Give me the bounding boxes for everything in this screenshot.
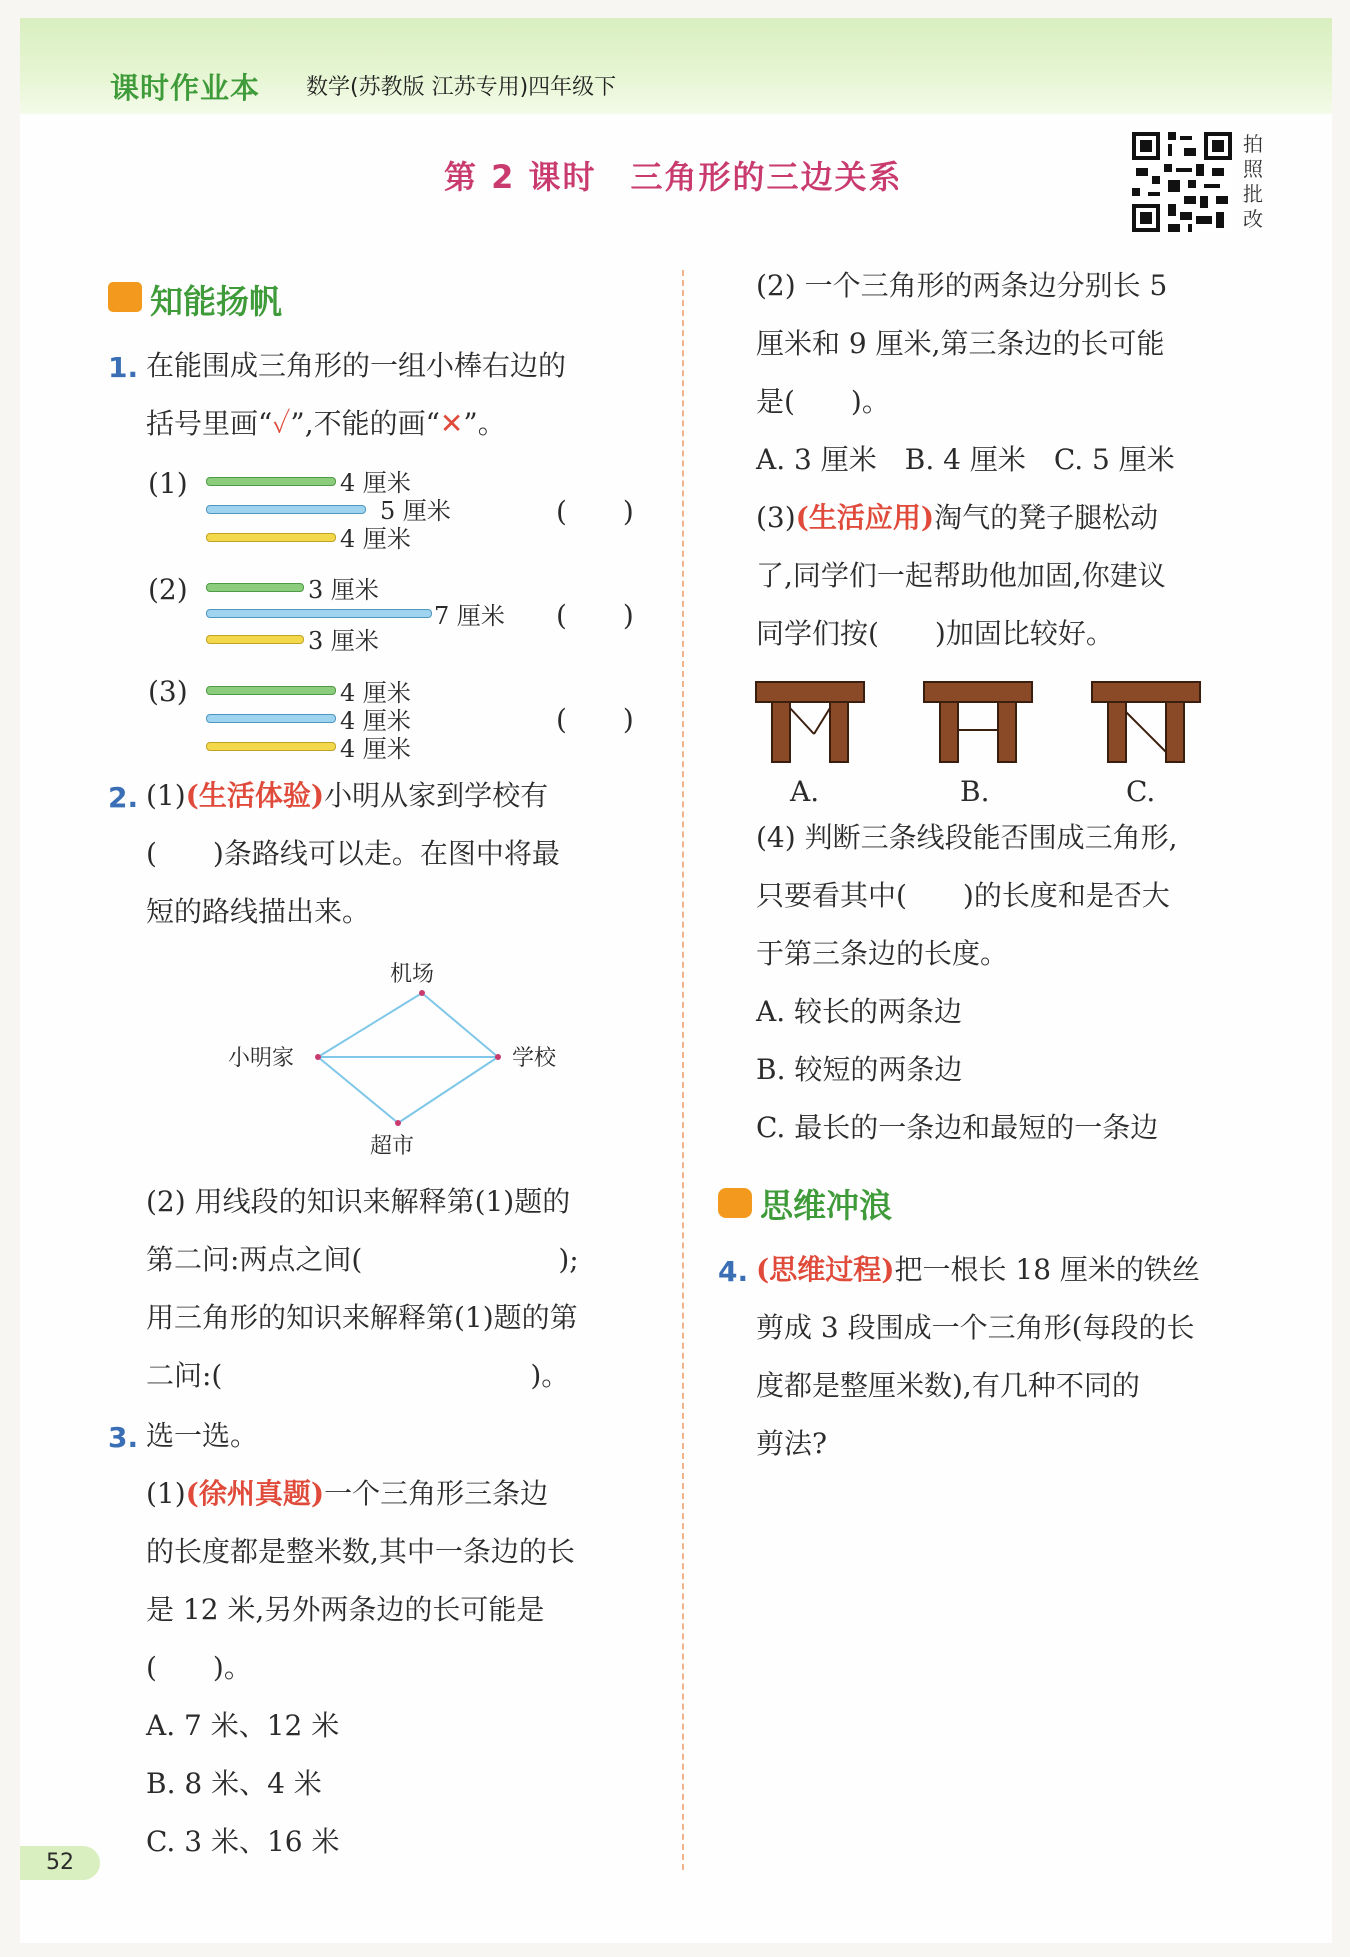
- column-divider: [682, 270, 684, 1870]
- book-title: 数学(苏教版 江苏专用)四年级下: [306, 75, 617, 100]
- map-label-home: 小明家: [228, 1046, 295, 1071]
- q3-p2-line1: (2) 一个三角形的两条边分别长 5: [756, 269, 1168, 302]
- answer-parentheses[interactable]: ( ): [556, 599, 634, 632]
- section-title-2: 思维冲浪: [760, 1186, 892, 1225]
- q2-p1-line3: 短的路线描出来。: [146, 895, 371, 928]
- section-icon: [718, 1188, 752, 1218]
- map-point-market: [395, 1120, 401, 1126]
- stool-c-label: C.: [1126, 775, 1156, 808]
- q3-p1-line4: ( )。: [146, 1651, 252, 1684]
- q2-p1-text: 小明从家到学校有: [324, 779, 549, 812]
- q3-p1-line2: 的长度都是整米数,其中一条边的长: [146, 1535, 575, 1568]
- q1-number: 1.: [108, 351, 139, 384]
- q2-p2-line4: 二问:( )。: [146, 1359, 570, 1392]
- q3-p4-line3: 于第三条边的长度。: [756, 937, 1009, 970]
- stick-blue: [206, 609, 432, 618]
- q1-text-c: ”。: [463, 407, 506, 440]
- q2-number: 2.: [108, 781, 139, 814]
- q4-line3: 度都是整厘米数),有几种不同的: [756, 1369, 1140, 1402]
- q4-line1: [756, 1250, 1200, 1290]
- check-mark-icon: ✓: [272, 407, 291, 440]
- qr-code-icon[interactable]: [1132, 132, 1232, 232]
- option-c[interactable]: C. 最长的一条边和最短的一条边: [756, 1111, 1159, 1144]
- q3-p3-line2: 了,同学们一起帮助他加固,你建议: [756, 559, 1166, 592]
- stool-b-label: B.: [960, 775, 990, 808]
- qr-label: 拍照批改: [1243, 132, 1263, 231]
- tag-life-experience: (生活体验): [185, 779, 325, 812]
- stick-length: 3 厘米: [308, 576, 379, 604]
- stool-b-icon[interactable]: [922, 680, 1034, 764]
- section-title-1: 知能扬帆: [150, 282, 282, 321]
- q1-text-line2: [146, 404, 506, 444]
- stick-green: [206, 583, 304, 592]
- q1-text-a: 括号里画“: [146, 407, 273, 440]
- map-label-airport: 机场: [390, 962, 435, 987]
- map-label-school: 学校: [512, 1046, 557, 1071]
- stick-yellow: [206, 533, 336, 542]
- option-b[interactable]: B. 较短的两条边: [756, 1053, 963, 1086]
- stick-length: 5 厘米: [380, 497, 451, 525]
- lesson-title: 第 2 课时 三角形的三边关系: [444, 158, 903, 196]
- q4-number: 4.: [718, 1255, 749, 1288]
- tag-thinking-process: (思维过程): [756, 1253, 895, 1286]
- q2-p1-line1: [146, 776, 548, 816]
- q3-p3-line3: 同学们按( )加固比较好。: [756, 617, 1114, 650]
- page-number: 52: [20, 1846, 100, 1880]
- q3-p3-line1: [756, 498, 1158, 538]
- stick-length: 4 厘米: [340, 707, 411, 735]
- stick-length: 4 厘米: [340, 735, 411, 763]
- q1-group-label: (1): [148, 467, 188, 500]
- stick-yellow: [206, 742, 336, 751]
- stick-length: 7 厘米: [434, 602, 505, 630]
- cross-mark-icon: ✕: [439, 407, 464, 440]
- q2-p2-line3: 用三角形的知识来解释第(1)题的第: [146, 1301, 578, 1334]
- stick-green: [206, 477, 336, 486]
- q3-p1-line1: [146, 1474, 548, 1514]
- stick-green: [206, 686, 336, 695]
- stick-blue: [206, 714, 336, 723]
- q4-text: 把一根长 18 厘米的铁丝: [894, 1253, 1200, 1286]
- q4-line4: 剪法?: [756, 1427, 828, 1460]
- stick-blue: [206, 505, 366, 514]
- option-a[interactable]: A. 较长的两条边: [756, 995, 963, 1028]
- q2-p1-line2: ( )条路线可以走。在图中将最: [146, 837, 560, 870]
- answer-parentheses[interactable]: ( ): [556, 495, 634, 528]
- q3-p2-options[interactable]: A. 3 厘米 B. 4 厘米 C. 5 厘米: [756, 443, 1175, 476]
- q3-p1-label: (1): [146, 1477, 186, 1510]
- answer-parentheses[interactable]: ( ): [556, 703, 634, 736]
- q3-title: 选一选。: [146, 1419, 259, 1452]
- q2-p2-line2: 第二问:两点之间( );: [146, 1243, 579, 1276]
- q1-text-b: ”,不能的画“: [290, 407, 440, 440]
- q3-p4-line2: 只要看其中( )的长度和是否大: [756, 879, 1170, 912]
- map-point-home: [315, 1054, 321, 1060]
- section-icon: [108, 282, 142, 312]
- q4-line2: 剪成 3 段围成一个三角形(每段的长: [756, 1311, 1195, 1344]
- stool-c-icon[interactable]: [1090, 680, 1202, 764]
- brand-title: 课时作业本: [110, 71, 261, 105]
- option-b[interactable]: B. 8 米、4 米: [146, 1767, 322, 1800]
- tag-xuzhou-exam: (徐州真题): [185, 1477, 325, 1510]
- option-a[interactable]: A. 7 米、12 米: [146, 1709, 340, 1742]
- q3-p3-label: (3): [756, 501, 796, 534]
- q3-p3-text: 淘气的凳子腿松动: [934, 501, 1159, 534]
- q2-p2-line1: (2) 用线段的知识来解释第(1)题的: [146, 1185, 571, 1218]
- q3-p2-line2: 厘米和 9 厘米,第三条边的长可能: [756, 327, 1165, 360]
- q3-p4-line1: (4) 判断三条线段能否围成三角形,: [756, 821, 1178, 854]
- stick-length: 4 厘米: [340, 469, 411, 497]
- tag-life-application: (生活应用): [795, 501, 935, 534]
- stick-yellow: [206, 635, 304, 644]
- q1-group-label: (2): [148, 573, 188, 606]
- q1-group-label: (3): [148, 675, 188, 708]
- option-c[interactable]: C. 3 米、16 米: [146, 1825, 340, 1858]
- q3-p1-line3: 是 12 米,另外两条边的长可能是: [146, 1593, 545, 1626]
- stick-length: 3 厘米: [308, 627, 379, 655]
- map-point-airport: [419, 990, 425, 996]
- q1-text-line1: 在能围成三角形的一组小棒右边的: [146, 349, 567, 382]
- q3-p1-text: 一个三角形三条边: [324, 1477, 549, 1510]
- q3-number: 3.: [108, 1421, 139, 1454]
- q2-p1-label: (1): [146, 779, 186, 812]
- stool-a-label: A.: [790, 775, 820, 808]
- map-point-school: [495, 1054, 501, 1060]
- q3-p2-line3: 是( )。: [756, 385, 890, 418]
- map-label-market: 超市: [370, 1134, 415, 1159]
- stool-a-icon[interactable]: [754, 680, 866, 764]
- stick-length: 4 厘米: [340, 525, 411, 553]
- stick-length: 4 厘米: [340, 679, 411, 707]
- route-map: [220, 955, 590, 1170]
